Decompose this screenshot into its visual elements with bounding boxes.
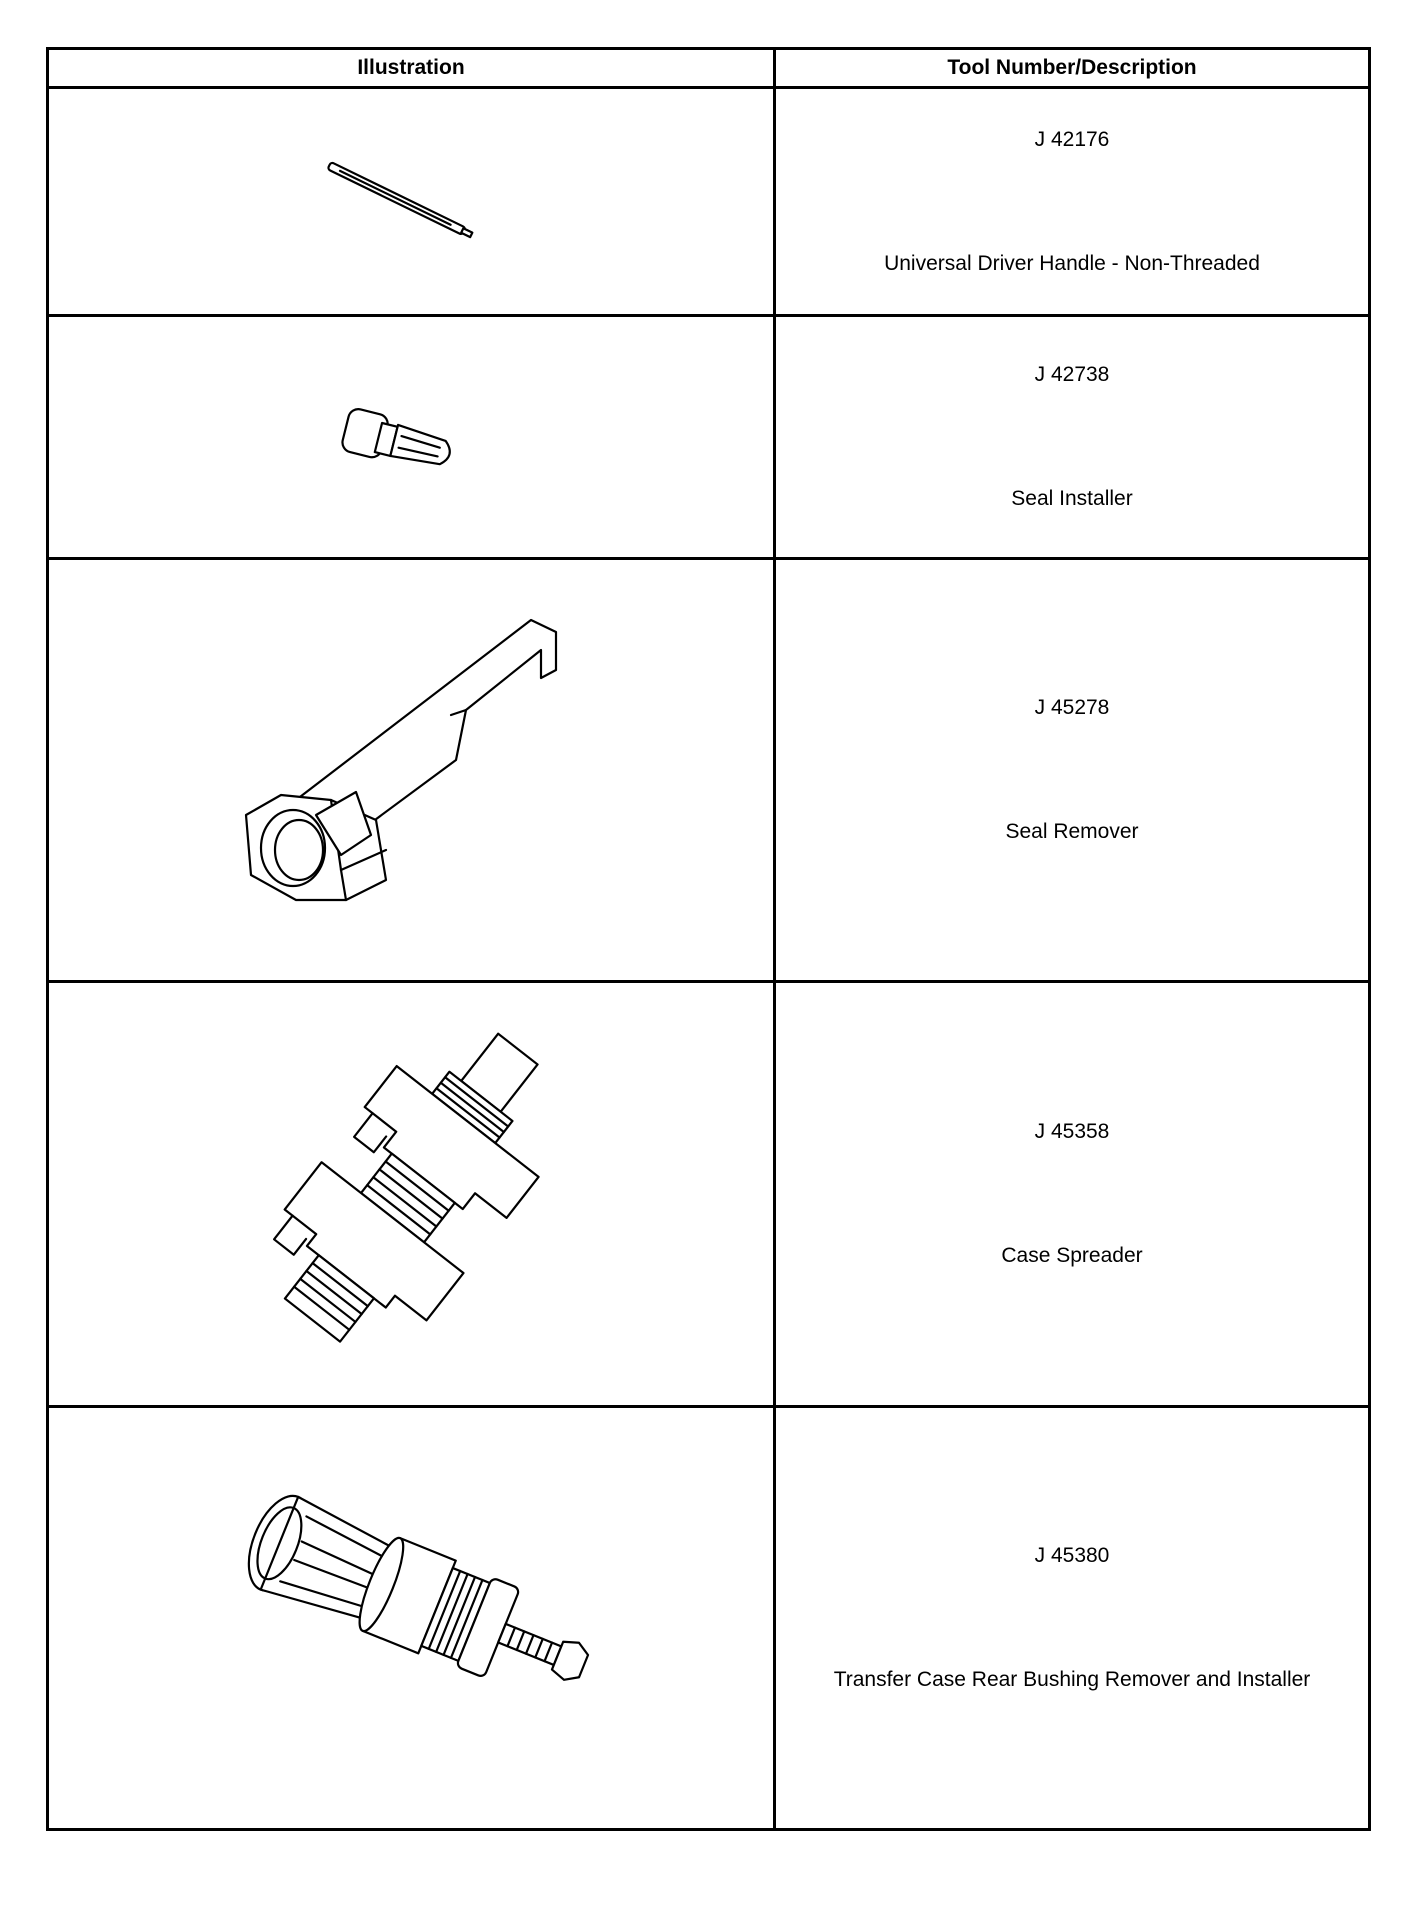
table-row [48, 316, 1370, 559]
tool-description: Seal Remover [1005, 820, 1139, 843]
seal-installer-illustration [331, 382, 491, 492]
tool-number: J 45358 [1034, 1120, 1110, 1143]
case-spreader-illustration [221, 1004, 601, 1384]
illustration-cell [48, 559, 775, 982]
header-row [48, 49, 1370, 88]
description-cell [775, 88, 1370, 316]
description-cell [775, 1407, 1370, 1830]
driver-handle-illustration [311, 142, 511, 262]
tool-description: Case Spreader [1001, 1244, 1143, 1267]
header-illustration: Illustration [48, 49, 775, 88]
table-row [48, 559, 1370, 982]
tool-description: Seal Installer [1011, 487, 1133, 510]
tool-number: J 45278 [1034, 696, 1110, 719]
bushing-remover-installer-illustration [221, 1488, 601, 1748]
table-row [48, 1407, 1370, 1830]
tool-description: Universal Driver Handle - Non-Threaded [884, 251, 1260, 275]
tool-number: J 42176 [1034, 127, 1110, 151]
description-cell [775, 982, 1370, 1407]
description-cell [775, 316, 1370, 559]
tool-number: J 45380 [1034, 1544, 1110, 1567]
description-cell [775, 559, 1370, 982]
header-tool-description: Tool Number/Description [775, 49, 1370, 88]
tool-number: J 42738 [1034, 363, 1110, 386]
seal-remover-illustration [221, 600, 601, 940]
illustration-cell [48, 88, 775, 316]
illustration-cell [48, 982, 775, 1407]
illustration-cell [48, 1407, 775, 1830]
tool-description: Transfer Case Rear Bushing Remover and Installer [833, 1668, 1311, 1691]
illustration-cell [48, 316, 775, 559]
tool-table [46, 47, 1371, 1831]
table-row [48, 88, 1370, 316]
table-row [48, 982, 1370, 1407]
